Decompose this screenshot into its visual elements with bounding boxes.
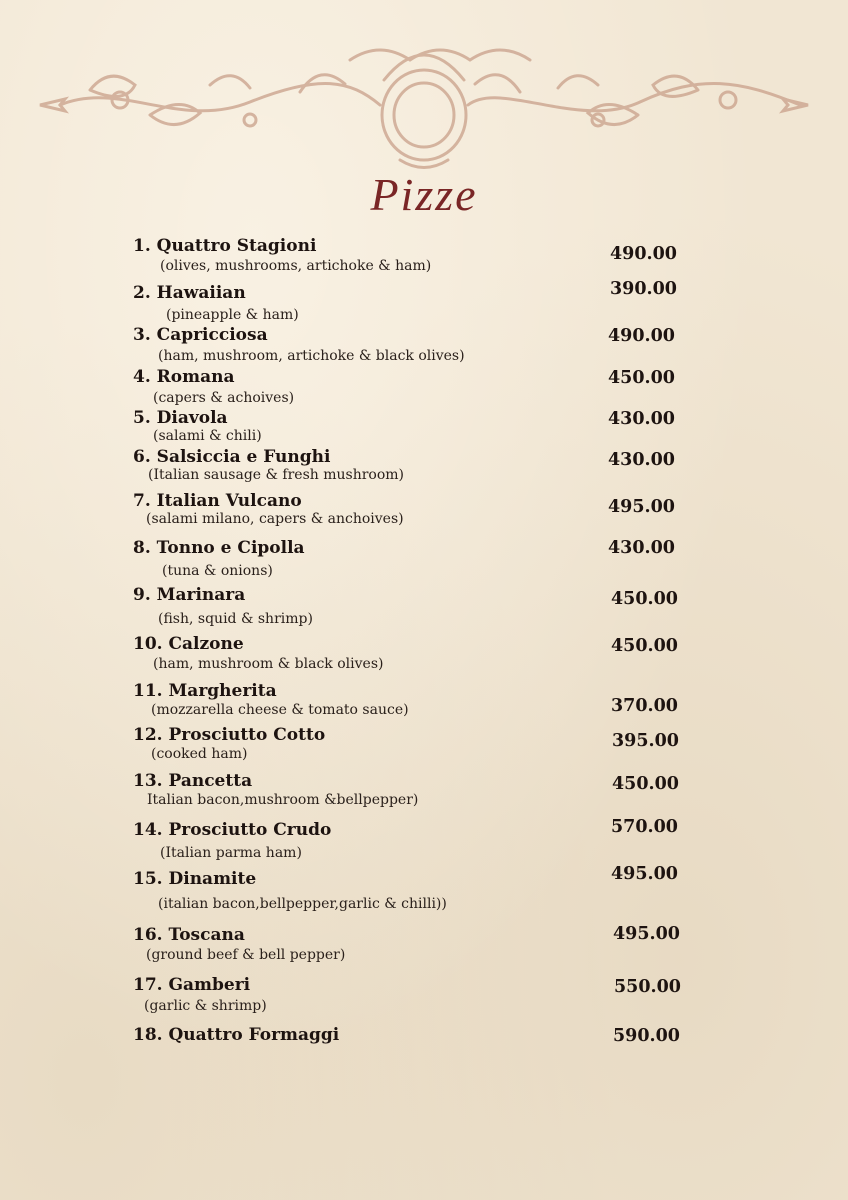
item-name: 5. Diavola [133, 408, 228, 428]
item-description: (capers & achoives) [153, 390, 295, 406]
item-description: (ground beef & bell pepper) [146, 947, 346, 963]
item-description: (mozzarella cheese & tomato sauce) [151, 702, 409, 718]
item-price: 370.00 [611, 696, 678, 716]
item-price: 550.00 [614, 977, 681, 997]
item-name: 13. Pancetta [133, 771, 253, 791]
item-description: (fish, squid & shrimp) [158, 611, 313, 627]
item-price: 490.00 [610, 244, 677, 264]
item-price: 590.00 [613, 1026, 680, 1046]
item-description: (salami milano, capers & anchoives) [146, 511, 404, 527]
item-price: 390.00 [610, 279, 677, 299]
item-price: 430.00 [608, 538, 675, 558]
item-price: 430.00 [608, 450, 675, 470]
item-name: 9. Marinara [133, 585, 246, 605]
item-name: 1. Quattro Stagioni [133, 236, 317, 256]
item-price: 495.00 [613, 924, 680, 944]
item-description: (ham, mushroom & black olives) [153, 656, 384, 672]
item-description: (salami & chili) [153, 428, 262, 444]
item-name: 2. Hawaiian [133, 283, 246, 303]
item-price: 570.00 [611, 817, 678, 837]
item-name: 4. Romana [133, 367, 235, 387]
item-price: 495.00 [608, 497, 675, 517]
item-name: 15. Dinamite [133, 869, 257, 889]
item-description: (pineapple & ham) [166, 307, 299, 323]
item-price: 450.00 [608, 368, 675, 388]
item-price: 430.00 [608, 409, 675, 429]
item-name: 3. Capricciosa [133, 325, 268, 345]
floral-ornament-icon [0, 20, 848, 180]
item-name: 11. Margherita [133, 681, 277, 701]
item-price: 450.00 [611, 589, 678, 609]
item-description: (olives, mushrooms, artichoke & ham) [160, 258, 432, 274]
item-name: 12. Prosciutto Cotto [133, 725, 326, 745]
item-name: 7. Italian Vulcano [133, 491, 302, 511]
item-name: 17. Gamberi [133, 975, 251, 995]
item-name: 18. Quattro Formaggi [133, 1025, 340, 1045]
item-price: 395.00 [612, 731, 679, 751]
item-price: 450.00 [612, 774, 679, 794]
item-name: 10. Calzone [133, 634, 244, 654]
item-description: (Italian sausage & fresh mushroom) [148, 467, 405, 483]
item-description: (Italian parma ham) [160, 845, 302, 861]
item-price: 450.00 [611, 636, 678, 656]
item-description: (garlic & shrimp) [144, 998, 267, 1014]
item-description: (ham, mushroom, artichoke & black olives) [158, 348, 465, 364]
item-name: 14. Prosciutto Crudo [133, 820, 332, 840]
item-description: (cooked ham) [151, 746, 248, 762]
item-name: 16. Toscana [133, 925, 245, 945]
item-description: (italian bacon,bellpepper,garlic & chilli)) [158, 896, 447, 912]
item-price: 490.00 [608, 326, 675, 346]
page-title: Pizze [370, 169, 478, 220]
item-description: Italian bacon,mushroom &bellpepper) [147, 792, 419, 808]
item-name: 8. Tonno e Cipolla [133, 538, 305, 558]
item-description: (tuna & onions) [162, 563, 273, 579]
item-name: 6. Salsiccia e Funghi [133, 447, 331, 467]
item-price: 495.00 [611, 864, 678, 884]
